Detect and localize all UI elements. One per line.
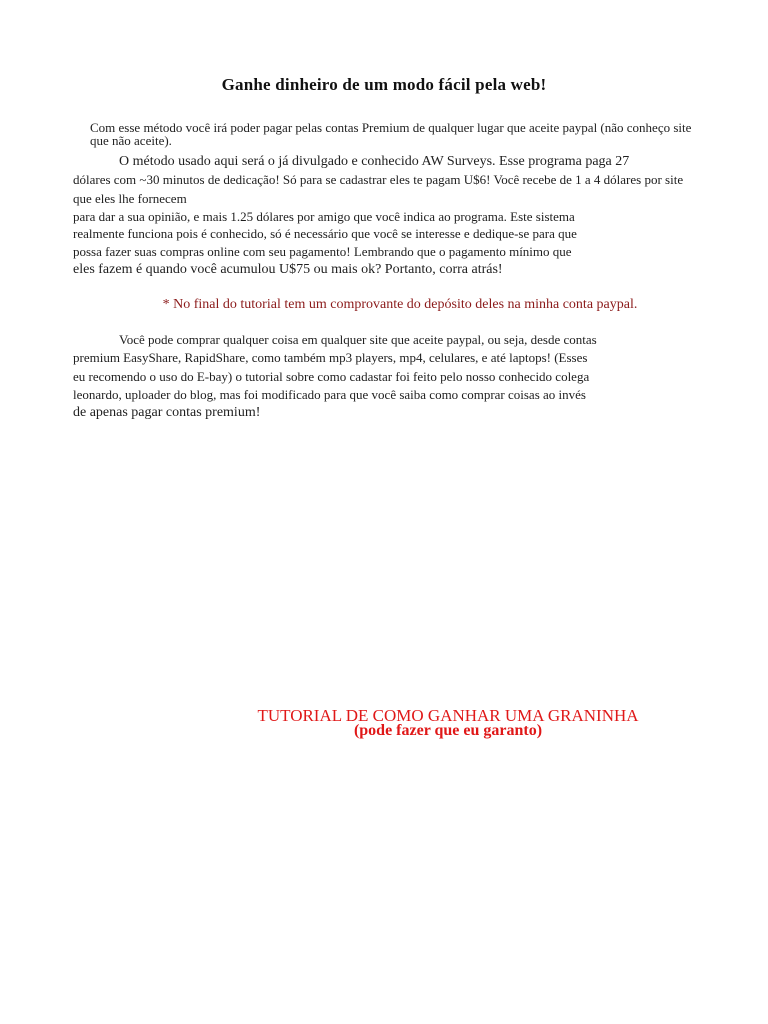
paragraph1-line-1: O método usado aqui será o já divulgado e conhecido AW Surveys. Esse programa paga 27	[119, 154, 630, 169]
intro-line-1: Com esse método você irá poder pagar pelas contas Premium de qualquer lugar que aceite paypal (não conheço site	[90, 120, 692, 135]
paragraph1-line-3: que eles lhe fornecem	[73, 191, 187, 206]
paragraph2-line-4: leonardo, uploader do blog, mas foi modificado para que você saiba como comprar coisas ao invés	[73, 387, 586, 402]
tutorial-subtitle: (pode fazer que eu garanto)	[353, 722, 543, 739]
paragraph1-line-6: possa fazer suas compras online com seu pagamento! Lembrando que o pagamento mínimo que	[73, 244, 572, 259]
deposit-proof-note: * No final do tutorial tem um comprovante do depósito deles na minha conta paypal.	[162, 297, 638, 312]
paragraph1-line-5: realmente funciona pois é conhecido, só é necessário que você se interesse e dedique-se para que	[73, 226, 577, 241]
paragraph2-line-1: Você pode comprar qualquer coisa em qualquer site que aceite paypal, ou seja, desde contas	[119, 332, 597, 347]
paragraph2-line-5: de apenas pagar contas premium!	[73, 405, 261, 420]
paragraph1-line-4: para dar a sua opinião, e mais 1.25 dólares por amigo que você indica ao programa. Este sistema	[73, 209, 575, 224]
paragraph2-line-2: premium EasyShare, RapidShare, como também mp3 players, mp4, celulares, e até laptops! (Esses	[73, 350, 588, 365]
page-title: Ganhe dinheiro de um modo fácil pela web!	[221, 75, 547, 94]
tutorial-title: TUTORIAL DE COMO GANHAR UMA GRANINHA	[257, 706, 639, 725]
paragraph2-line-3: eu recomendo o uso do E-bay) o tutorial sobre como cadastar foi feito pelo nosso conhecido colega	[73, 369, 590, 384]
paragraph1-line-7: eles fazem é quando você acumulou U$75 ou mais ok? Portanto, corra atrás!	[73, 262, 503, 277]
paragraph1-line-2: dólares com ~30 minutos de dedicação! Só para se cadastrar eles te pagam U$6! Você recebe de 1 a 4 dólares por site	[73, 172, 684, 187]
intro-line-2: que não aceite).	[90, 133, 172, 148]
